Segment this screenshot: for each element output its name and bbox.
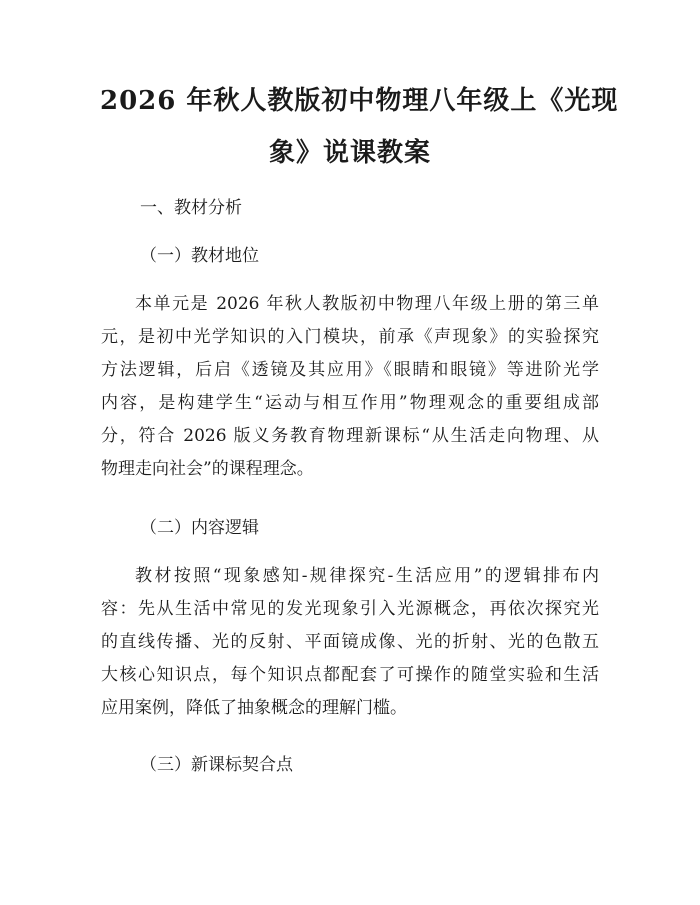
paragraph-line: 大核心知识点，每个知识点都配套了可操作的随堂实验和生活 [101,665,599,685]
paragraph-line: 容：先从生活中常见的发光现象引入光源概念，再依次探究光 [101,599,599,619]
subsection-heading-curriculum-fit: （三）新课标契合点 [140,755,293,775]
paragraph-line: 元，是初中光学知识的入门模块，前承《声现象》的实验探究 [101,327,599,347]
paragraph-line: 内容，是构建学生“运动与相互作用”物理观念的重要组成部 [101,393,599,413]
paragraph-line: 本单元是 2026 年秋人教版初中物理八年级上册的第三单 [135,294,599,314]
subsection-heading-content-logic: （二）内容逻辑 [140,518,259,538]
paragraph-line: 方法逻辑，后启《透镜及其应用》《眼睛和眼镜》等进阶光学 [101,360,599,380]
subsection-heading-textbook-status: （一）教材地位 [140,246,259,266]
document-title-line-2: 象》说课教案 [268,138,431,168]
paragraph-line: 分，符合 2026 版义务教育物理新课标“从生活走向物理、从 [101,426,599,446]
paragraph-line: 的直线传播、光的反射、平面镜成像、光的折射、光的色散五 [101,632,599,652]
section-heading-textbook-analysis: 一、教材分析 [140,198,242,218]
document-title-line-1: 2026 年秋人教版初中物理八年级上《光现 [100,86,619,116]
paragraph-line: 物理走向社会”的课程理念。 [101,459,314,479]
paragraph-line: 应用案例，降低了抽象概念的理解门槛。 [101,698,407,718]
paragraph-line: 教材按照“现象感知-规律探究-生活应用”的逻辑排布内 [135,566,599,586]
